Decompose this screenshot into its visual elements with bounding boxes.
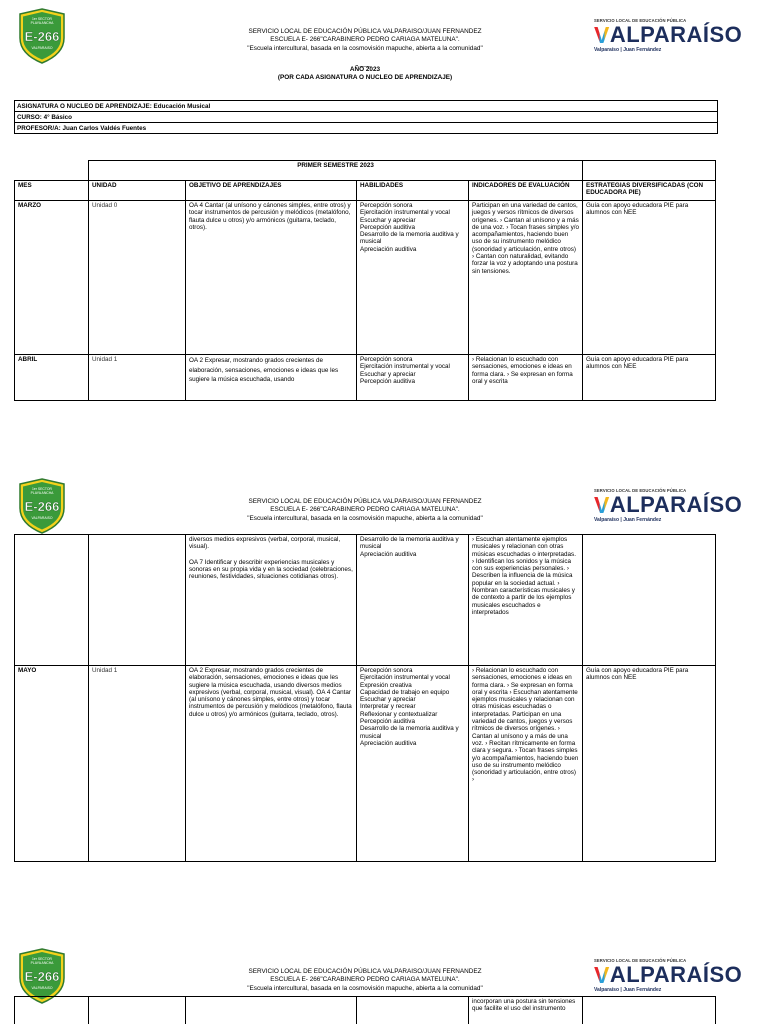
school-shield-logo — [18, 478, 66, 534]
header-center-text: SERVICIO LOCAL DE EDUCACIÓN PÚBLICA VALPARAISO/JUAN FERNANDEZ ESCUELA E- 266"CARABINERO PEDRO CARIAGA MATELUNA". "Escuela intercultural, basada en la cosmovisión mapuche, abierta a la comunidad" — [247, 968, 483, 992]
habilidad-item: Capacidad de trabajo en equipo — [360, 688, 450, 696]
habilidad-item: Percepción sonora — [360, 667, 413, 674]
habilidad-item: Percepción sonora — [360, 202, 413, 209]
logo-right-top: SERVICIO LOCAL DE EDUCACIÓN PÚBLICA — [594, 18, 687, 23]
shield-code: E-266 — [24, 29, 60, 44]
curso-cell: CURSO: 4° Básico — [15, 112, 718, 123]
row-objetivo — [186, 535, 357, 666]
shield-line3: VALPARAISO — [31, 46, 53, 50]
row-unidad: Unidad 1 — [89, 666, 186, 862]
logo-right-brand — [594, 23, 759, 47]
course-info-table — [14, 100, 718, 134]
habilidad-item: Apreciación auditiva — [360, 550, 417, 558]
svg-text:VALPARAISO: VALPARAISO — [31, 986, 53, 990]
row-indicadores: › Relacionan lo escuchado con sensaciones, emociones e ideas en forma clara. › Se expresan en forma oral y escrita — [469, 355, 583, 401]
row-objetivo: OA 2 Expresar, mostrando grados crecientes de elaboración, sensaciones, emociones e ideas que les sugiere la música escuchada, usando diversos medios expresivos (verbal, corporal, musical, visual). OA 4 Cantar (al unísono y cánones simples, entre otros) y tocar instrumentos de percusión y melódicos (metalófono, flauta dulce u otros) y/o armónicos (guitarra, teclado, otros). — [186, 666, 357, 862]
valparaiso-logo — [594, 18, 759, 53]
col-header-objetivo: OBJETIVO DE APRENDIZAJES — [186, 181, 357, 201]
row-habilidades — [357, 666, 469, 862]
asignatura-cell: ASIGNATURA O NUCLEO DE APRENDIZAJE: Educación Musical — [15, 101, 718, 112]
row-habilidades — [357, 355, 469, 401]
habilidad-item: Interpretar y recrear — [360, 703, 416, 711]
habilidad-item: Reflexionar y contextualizar — [360, 710, 438, 718]
habilidad-item: Ejercitación instrumental y vocal — [360, 363, 450, 371]
brand-rest: ALPARAÍSO — [609, 22, 743, 47]
document-page-1 — [0, 0, 768, 430]
svg-text:E-266: E-266 — [24, 499, 60, 514]
document-page-2 — [0, 470, 768, 870]
habilidad-item: Percepción auditiva — [360, 223, 415, 231]
habilidad-item: Ejercitación instrumental y vocal — [360, 209, 450, 217]
shield-line2: PLAYA ANCHA — [30, 21, 54, 25]
row-estrategias: Guía con apoyo educadora PIE para alumnos con NEE — [583, 201, 716, 355]
school-shield-logo — [18, 8, 66, 64]
col-header-estrategias: ESTRATEGIAS DIVERSIFICADAS (CON EDUCADORA PIE) — [583, 181, 716, 201]
profesor-cell: PROFESOR/A: Juan Carlos Valdés Fuentes — [15, 123, 718, 134]
row-estrategias — [583, 535, 716, 666]
row-mes: MARZO — [15, 201, 89, 355]
habilidad-item: Percepción auditiva — [360, 377, 415, 385]
habilidad-item: Desarrollo de la memoria auditiva y musical — [360, 725, 459, 740]
title-block — [260, 62, 470, 82]
header-line-3: "Escuela intercultural, basada en la cosmovisión mapuche, abierta a la comunidad" — [247, 44, 483, 52]
table-row-continued — [15, 535, 716, 666]
valparaiso-logo: SERVICIO LOCAL DE EDUCACIÓN PÚBLICA V ALPARAÍSO Valparaíso | Juan Fernández — [594, 488, 743, 523]
row-unidad — [89, 535, 186, 666]
row-estrategias: Guía con apoyo educadora PIE para alumnos con NEE — [583, 666, 716, 862]
row-objetivo: OA 4 Cantar (al unísono y cánones simples, entre otros) y tocar instrumentos de percusión y melódicos (metalófono, flauta dulce u otros) y/o armónicos (guitarra, teclado, otros). — [186, 201, 357, 355]
row-mes: MAYO — [15, 666, 89, 862]
svg-text:PLAYA ANCHA: PLAYA ANCHA — [30, 491, 54, 495]
title-dash: ___ — [359, 60, 371, 67]
table-row — [15, 666, 716, 862]
row-objetivo: OA 2 Expresar, mostrando grados crecientes de elaboración, sensaciones, emociones e ideas que les sugiere la música escuchada, usando — [186, 355, 357, 401]
page-header — [0, 940, 768, 1000]
col-header-unidad: UNIDAD — [89, 181, 186, 201]
row-indicadores: Participan en una variedad de cantos, juegos y versos rítmicos de diversos orígenes. › Cantan al unísono y a más de una voz. › Tocan frases simples y/o acompañamientos, haciendo buen uso de su instrumento melódico (sonoridad y articulación, entre otros) › Cantan con naturalidad, evitando forzar la voz y adoptando una postura sin tensiones. — [469, 201, 583, 355]
objetivo-part: diversos medios expresivos (verbal, corporal, musical, visual). — [189, 536, 341, 551]
empty-header — [583, 161, 716, 181]
brand-v: V — [594, 22, 610, 48]
row-mes: ABRIL — [15, 355, 89, 401]
habilidad-item: Apreciación auditiva — [360, 245, 417, 253]
row-indicadores: › Relacionan lo escuchado con sensaciones, emociones e ideas en forma clara. › Se expresan en forma oral y escrita › Escuchan atentamente ejemplos musicales y relacionan con otras músicas escuchadas o interpretadas. Participan en una variedad de cantos, juegos y versos rítmicos de diversos orígenes. › Cantan al unísono y a más de una voz. › Recitan rítmicamente en forma clara y segura. › Tocan frases simples y/o acompañamientos, haciendo buen uso de su instrumento melódico (sonoridad y articulación, entre otros) › — [469, 666, 583, 862]
column-headers — [15, 181, 716, 201]
habilidad-item: Escuchar y apreciar — [360, 216, 416, 224]
habilidad-item: Escuchar y apreciar — [360, 696, 416, 704]
habilidad-item: Apreciación auditiva — [360, 739, 417, 747]
habilidad-item: Percepción auditiva — [360, 718, 415, 726]
svg-text:VALPARAISO: VALPARAISO — [31, 516, 53, 520]
row-indicadores: › Escuchan atentamente ejemplos musicales y relacionan con otras músicas escuchadas o interpretadas. › Identifican los sonidos y la música con sus experiencias personales. › Describen la influencia de la música popular en la sociedad actual. › Nombran características musicales y de contexto a partir de los ejemplos musicales escuchados e interpretados — [469, 535, 583, 666]
shield-line1: 1er SECTOR — [32, 17, 52, 21]
document-page-3 — [0, 940, 768, 1024]
habilidad-item: Desarrollo de la memoria auditiva y musical — [360, 231, 459, 246]
svg-text:E-266: E-266 — [24, 969, 60, 984]
objetivo-part: OA 7 Identificar y describir experiencias musicales y sonoras en su propia vida y en la sociedad (celebraciones, reuniones, festividades, situaciones cotidianas otros). — [189, 558, 353, 581]
planning-table-continued — [14, 996, 716, 1024]
svg-text:PLAYA ANCHA: PLAYA ANCHA — [30, 961, 54, 965]
row-habilidades — [357, 535, 469, 666]
header-line-1: SERVICIO LOCAL DE EDUCACIÓN PÚBLICA VALPARAISO/JUAN FERNANDEZ — [248, 28, 482, 35]
semester-header: PRIMER SEMESTRE 2023 — [89, 161, 583, 181]
svg-text:1er SECTOR: 1er SECTOR — [32, 487, 52, 491]
row-unidad: Unidad 0 — [89, 201, 186, 355]
header-center-text: SERVICIO LOCAL DE EDUCACIÓN PÚBLICA VALPARAISO/JUAN FERNANDEZ ESCUELA E- 266"CARABINERO PEDRO CARIAGA MATELUNA". "Escuela intercultural, basada en la cosmovisión mapuche, abierta a la comunidad" — [247, 498, 483, 522]
empty-corner — [15, 161, 89, 181]
planning-table-continued — [14, 534, 716, 862]
habilidad-item: Percepción sonora — [360, 356, 413, 363]
col-header-mes: MES — [15, 181, 89, 201]
title-year: AÑO 2023 — [349, 66, 381, 73]
habilidad-item: Ejercitación instrumental y vocal — [360, 674, 450, 682]
title-subtitle: (POR CADA ASIGNATURA O NUCLEO DE APRENDIZAJE) — [277, 74, 453, 81]
header-line-2: ESCUELA E- 266"CARABINERO PEDRO CARIAGA MATELUNA". — [270, 36, 460, 44]
row-unidad: Unidad 1 — [89, 355, 186, 401]
table-row — [15, 201, 716, 355]
svg-text:1er SECTOR: 1er SECTOR — [32, 957, 52, 961]
planning-table — [14, 160, 716, 401]
row-indicadores: incorporan una postura sin tensiones que facilite el uso del instrumento — [469, 997, 583, 1024]
table-row-continued — [15, 997, 716, 1024]
valparaiso-logo: SERVICIO LOCAL DE EDUCACIÓN PÚBLICA V ALPARAÍSO Valparaíso | Juan Fernández — [594, 958, 743, 993]
row-mes — [15, 535, 89, 666]
col-header-indicadores: INDICADORES DE EVALUACIÓN — [469, 181, 583, 201]
col-header-habilidades: HABILIDADES — [357, 181, 469, 201]
table-row — [15, 355, 716, 401]
row-estrategias: Guía con apoyo educadora PIE para alumnos con NEE — [583, 355, 716, 401]
habilidad-item: Expresión creativa — [360, 681, 412, 689]
row-habilidades — [357, 201, 469, 355]
habilidad-item: Desarrollo de la memoria auditiva y musical — [360, 536, 459, 551]
habilidad-item: Escuchar y apreciar — [360, 370, 416, 378]
logo-right-sub: Valparaíso | Juan Fernández — [594, 47, 662, 53]
header-center-text — [150, 28, 580, 53]
